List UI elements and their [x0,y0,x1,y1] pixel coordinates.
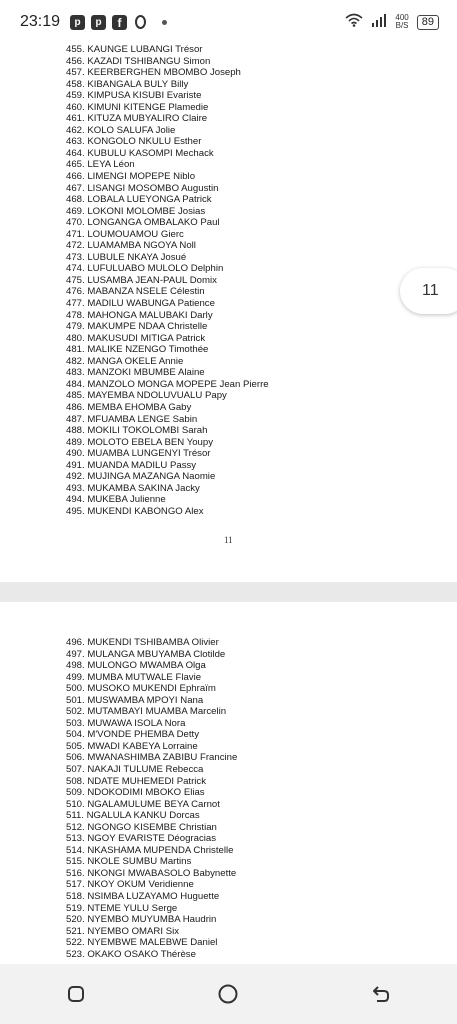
list-item: 521. NYEMBO OMARI Six [66,925,180,937]
back-icon [370,983,392,1005]
more-notifications-dot-icon [162,20,167,25]
list-item: 485. MAYEMBA NDOLUVUALU Papy [66,390,227,402]
list-item: 515. NKOLE SUMBU Martins [66,856,192,868]
list-item: 509. NDOKODIMI MBOKO Elias [66,787,205,799]
facebook-icon: f [112,15,127,30]
list-item: 469. LOKONI MOLOMBE Josias [66,205,206,217]
list-item: 510. NGALAMULUME BEYA Carnot [66,798,220,810]
list-item: 500. MUSOKO MUKENDI Ephraïm [66,683,216,695]
home-icon [217,983,239,1005]
list-item: 479. MAKUMPE NDAA Christelle [66,321,208,333]
list-item: 520. NYEMBO MUYUMBA Haudrin [66,914,217,926]
list-item: 481. MALIKE NZENGO Timothée [66,344,209,356]
list-item: 472. LUAMAMBA NGOYA Noll [66,240,196,252]
list-item: 488. MOKILI TOKOLOMBI Sarah [66,425,208,437]
list-item: 483. MANZOKI MBUMBE Alaine [66,367,205,379]
list-item: 516. NKONGI MWABASOLO Babynette [66,867,237,879]
list-item: 494. MUKEBA Julienne [66,494,166,506]
document-page-2 [0,602,457,964]
recent-apps-icon [66,984,86,1004]
list-item: 462. KOLO SALUFA Jolie [66,124,176,136]
list-item: 460. KIMUNI KITENGE Plamedie [66,101,209,113]
list-item: 507. NAKAJI TULUME Rebecca [66,764,204,776]
list-item: 466. LIMENGI MOPEPE Niblo [66,171,196,183]
list-item: 456. KAZADI TSHIBANGU Simon [66,55,211,67]
list-item: 513. NGOY EVARISTE Déogracias [66,833,217,845]
list-item: 470. LONGANGA OMBALAKO Paul [66,217,220,229]
list-item: 518. NSIMBA LUZAYAMO Huguette [66,891,220,903]
list-item: 480. MAKUSUDI MITIGA Patrick [66,332,206,344]
list-item: 498. MULONGO MWAMBA Olga [66,660,206,672]
list-item: 505. MWADI KABEYA Lorraine [66,740,198,752]
list-item: 506. MWANASHIMBA ZABIBU Francine [66,752,238,764]
network-speed-unit: B/S [395,21,409,30]
clock: 23:19 [20,13,61,30]
list-item: 519. NTEME YULU Serge [66,902,178,914]
list-item: 495. MUKENDI KABONGO Alex [66,505,204,517]
status-indicators [345,13,439,32]
list-item: 508. NDATE MUHEMEDI Patrick [66,775,207,787]
list-item: 471. LOUMOUAMOU Gierc [66,228,184,240]
name-list-2 [66,637,237,960]
list-item: 523. OKAKO OSAKO Thérèse [66,948,196,960]
list-item: 478. MAHONGA MALUBAKI Darly [66,309,213,321]
list-item: 468. LOBALA LUEYONGA Patrick [66,194,212,206]
list-item: 487. MFUAMBA LENGE Sabin [66,413,198,425]
list-item: 473. LUBULE NKAYA Josué [66,251,187,263]
list-item: 512. NGONGO KISEMBE Christian [66,821,217,833]
list-item: 463. KONGOLO NKULU Esther [66,136,202,148]
list-item: 474. LUFULUABO MULOLO Delphin [66,263,224,275]
list-item: 461. KITUZA MUBYALIRO Claire [66,113,208,125]
list-item: 464. KUBULU KASOMPI Mechack [66,147,214,159]
list-item: 467. LISANGI MOSOMBO Augustin [66,182,219,194]
document-page [0,44,457,582]
back-button[interactable] [370,983,392,1005]
list-item: 491. MUANDA MADILU Passy [66,459,197,471]
list-item: 458. KIBANGALA BULY Billy [66,78,189,90]
list-item: 504. M'VONDE PHEMBA Detty [66,729,199,741]
list-item: 484. MANZOLO MONGA MOPEPE Jean Pierre [66,378,269,390]
recent-apps-button[interactable] [65,983,87,1005]
list-item: 459. KIMPUSA KISUBI Evariste [66,90,202,102]
app-notification-icon-2: p [91,15,106,30]
list-item: 489. MOLOTO EBELA BEN Youpy [66,436,214,448]
list-item: 482. MANGA OKELE Annie [66,355,184,367]
list-item: 514. NKASHAMA MUPENDA Christelle [66,844,234,856]
list-item: 499. MUMBA MUTWALE Flavie [66,671,202,683]
home-button[interactable] [217,983,239,1005]
app-notification-icon: p [70,15,85,30]
navigation-bar [0,964,457,1024]
name-list [66,44,269,517]
list-item: 497. MULANGA MBUYAMBA Clotilde [66,648,226,660]
list-item: 457. KEERBERGHEN MBOMBO Joseph [66,67,241,79]
wifi-icon [345,13,363,32]
opera-icon [135,15,146,29]
list-item: 475. LUSAMBA JEAN-PAUL Domix [66,274,217,286]
list-item: 511. NGALULA KANKU Dorcas [66,810,200,822]
page-number: 11 [224,535,233,545]
network-speed [395,14,408,30]
list-item: 503. MUWAWA ISOLA Nora [66,717,186,729]
list-item: 496. MUKENDI TSHIBAMBA Olivier [66,637,219,648]
list-item: 517. NKOY OKUM Veridienne [66,879,194,891]
list-item: 477. MADILU WABUNGA Patience [66,298,215,310]
list-item: 490. MUAMBA LUNGENYI Trésor [66,448,211,460]
list-item: 476. MABANZA NSELE Célestin [66,286,205,298]
list-item: 465. LEYA Léon [66,159,135,171]
list-item: 455. KAUNGE LUBANGI Trésor [66,44,203,55]
list-item: 493. MUKAMBA SAKINA Jacky [66,482,200,494]
signal-icon [371,13,387,32]
list-item: 486. MEMBA EHOMBA Gaby [66,401,192,413]
list-item: 492. MUJINGA MAZANGA Naomie [66,471,216,483]
list-item: 502. MUTAMBAYI MUAMBA Marcelin [66,706,227,718]
network-speed-value: 400 [395,13,409,22]
status-bar [0,0,457,44]
battery-icon: 89 [417,15,439,30]
list-item: 522. NYEMBWE MALEBWE Daniel [66,937,218,949]
list-item: 501. MUSWAMBA MPOYI Nana [66,694,204,706]
page-indicator: 11 [400,268,457,314]
